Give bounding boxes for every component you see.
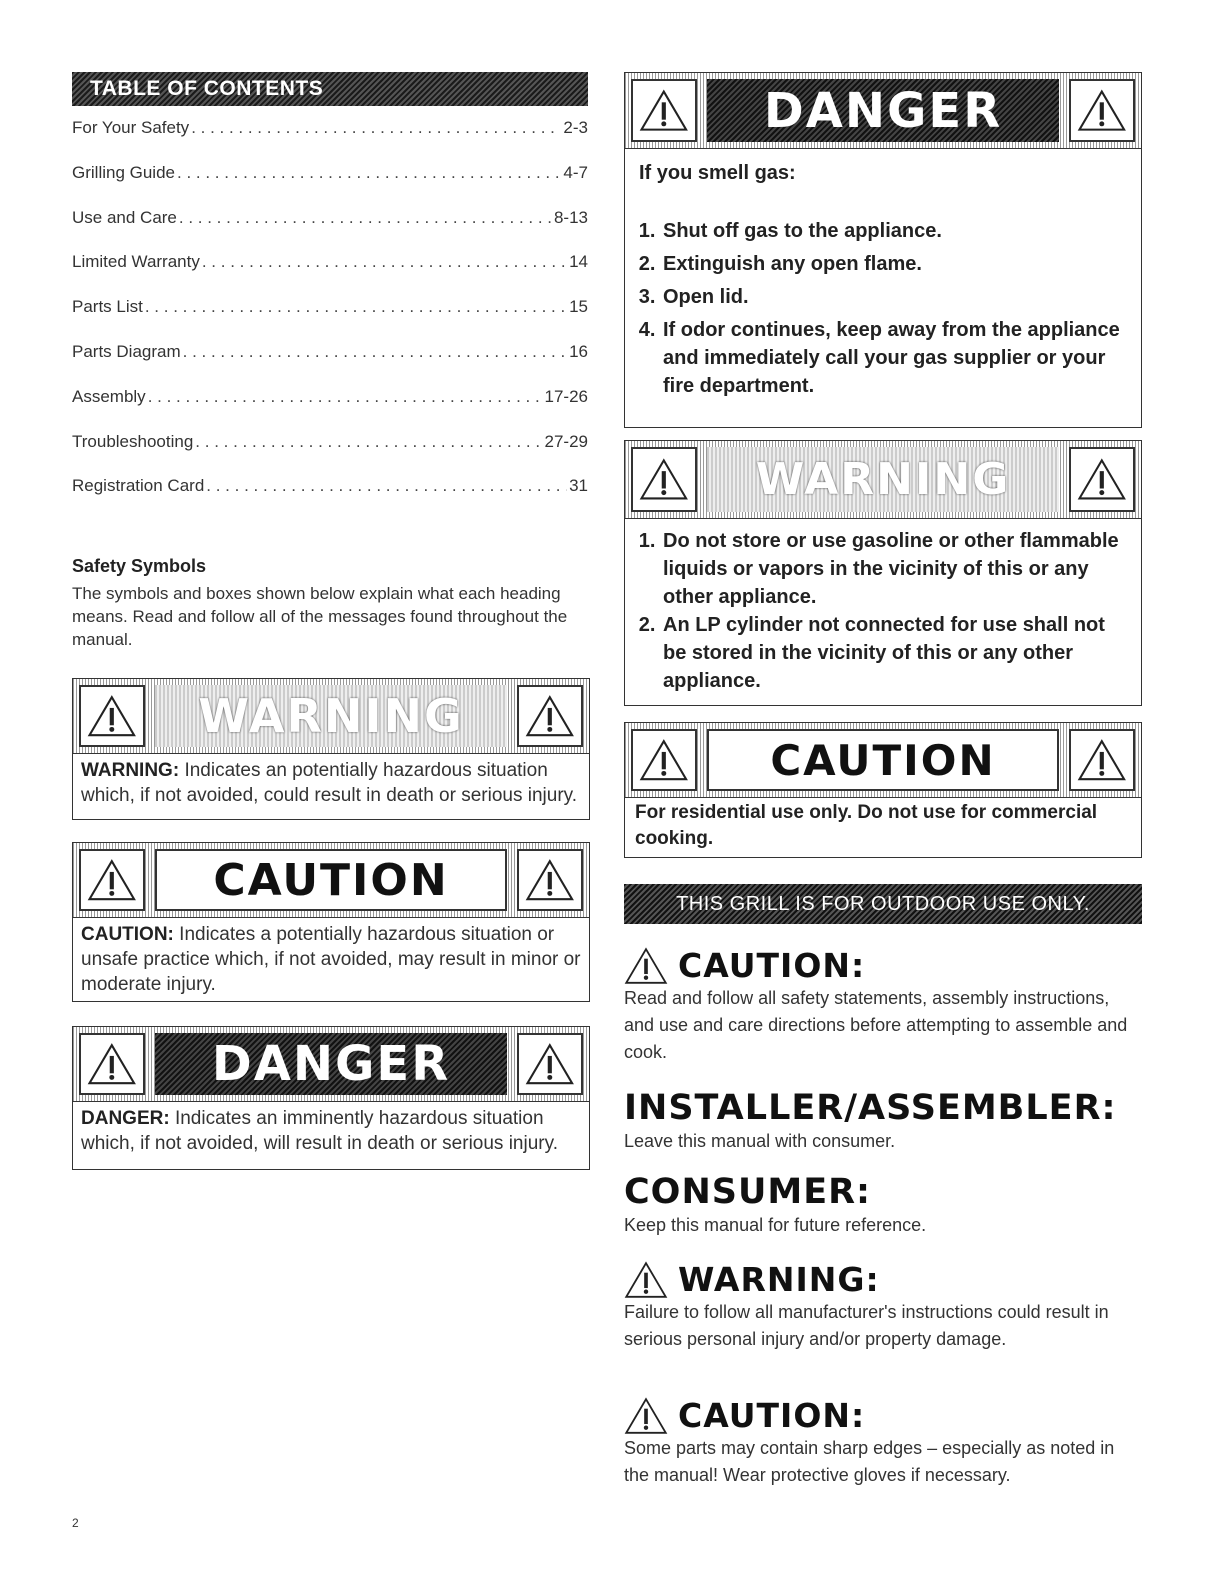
- gasoline-warning-step: 2. An LP cylinder not connected for use shall not be stored in the vicinity of this or any other appliance.: [661, 611, 1127, 695]
- notice-warning: [624, 1260, 1144, 1353]
- notice-text: Keep this manual for future reference.: [624, 1215, 927, 1235]
- gasoline-warning-box: [624, 440, 1142, 706]
- warning-triangle-icon: [624, 947, 668, 985]
- gasoline-warning-step: 1. Do not store or use gasoline or other flammable liquids or vapors in the vicinity of this or any other appliance.: [661, 527, 1127, 611]
- caution-label: CAUTION:: [81, 924, 174, 945]
- warning-word: WARNING: [198, 689, 464, 743]
- toc-item[interactable]: Troubleshooting . . . 27-29: [72, 432, 588, 477]
- warning-text: Indicates an potentially hazardous situation which, if not avoided, could result in death or serious injury.: [81, 760, 578, 806]
- warning-triangle-icon: [631, 447, 697, 512]
- warning-triangle-icon: [631, 729, 697, 791]
- toc-item[interactable]: Assembly . . . 17-26: [72, 387, 588, 432]
- warning-triangle-icon: [517, 1033, 583, 1095]
- page-number: 2: [72, 1516, 79, 1530]
- gas-danger-step: 2. Extinguish any open flame.: [661, 250, 1127, 278]
- notice-heading: INSTALLER/ASSEMBLER:: [624, 1088, 1117, 1128]
- warning-triangle-icon: [79, 685, 145, 747]
- warning-label: WARNING:: [81, 760, 180, 781]
- outdoor-use-banner: THIS GRILL IS FOR OUTDOOR USE ONLY.: [624, 884, 1142, 924]
- toc-item[interactable]: Grilling Guide . . . 4-7: [72, 163, 588, 208]
- caution-sign: [72, 842, 590, 1002]
- warning-triangle-icon: [517, 849, 583, 911]
- warning-triangle-icon: [1069, 79, 1135, 142]
- danger-label: DANGER:: [81, 1108, 170, 1129]
- notice-text: Read and follow all safety statements, assembly instructions, and use and care directions before attempting to assemble and cook.: [624, 988, 1128, 1062]
- warning-triangle-icon: [1069, 729, 1135, 791]
- residential-caution-word: CAUTION: [707, 729, 1059, 791]
- notice-heading: CAUTION:: [678, 1396, 866, 1435]
- warning-triangle-icon: [631, 79, 697, 142]
- warning-triangle-icon: [517, 685, 583, 747]
- danger-word: DANGER: [155, 1033, 507, 1095]
- gas-danger-step: 4. If odor continues, keep away from the appliance and immediately call your gas supplier or your fire department.: [661, 316, 1127, 400]
- notice-caution-edges: [624, 1396, 1144, 1489]
- toc-list: [72, 118, 588, 521]
- residential-caution-text: For residential use only. Do not use for commercial cooking.: [635, 802, 1098, 849]
- toc-item[interactable]: Use and Care . . . 8-13: [72, 208, 588, 253]
- gas-danger-step: 3. Open lid.: [661, 283, 1127, 311]
- warning-triangle-icon: [79, 1033, 145, 1095]
- warning-sign: [72, 678, 590, 820]
- notice-heading: WARNING:: [678, 1260, 880, 1299]
- caution-text: Indicates a potentially hazardous situation or unsafe practice which, if not avoided, may result in minor or moderate injury.: [81, 924, 581, 995]
- gas-danger-box: [624, 72, 1142, 428]
- gas-danger-step: 1. Shut off gas to the appliance.: [661, 217, 1127, 245]
- toc-item[interactable]: Limited Warranty . . . 14: [72, 252, 588, 297]
- danger-text: Indicates an imminently hazardous situation which, if not avoided, will result in death or serious injury.: [81, 1108, 558, 1154]
- toc-item[interactable]: Registration Card . . . 31: [72, 476, 588, 521]
- warning-triangle-icon: [1069, 447, 1135, 512]
- warning-triangle-icon: [79, 849, 145, 911]
- notice-installer: [624, 1088, 1144, 1155]
- notice-consumer: [624, 1172, 1144, 1239]
- notice-heading: CAUTION:: [678, 946, 866, 985]
- notice-text: Leave this manual with consumer.: [624, 1131, 896, 1151]
- notice-caution-assemble: [624, 946, 1144, 1066]
- danger-sign: [72, 1026, 590, 1170]
- gas-danger-word: DANGER: [707, 79, 1059, 142]
- notice-text: Failure to follow all manufacturer's instructions could result in serious personal injury and/or property damage.: [624, 1302, 1109, 1349]
- warning-triangle-icon: [624, 1261, 668, 1299]
- safety-symbols-title: Safety Symbols: [72, 556, 207, 576]
- notice-heading: CONSUMER:: [624, 1172, 872, 1212]
- gas-danger-intro: If you smell gas:: [639, 162, 796, 184]
- toc-title: TABLE OF CONTENTS: [72, 72, 588, 106]
- toc-item[interactable]: Parts List . . . 15: [72, 297, 588, 342]
- safety-symbols-text: The symbols and boxes shown below explain what each heading means. Read and follow all of the messages found throughout the manual.: [72, 584, 568, 649]
- warning-triangle-icon: [624, 1397, 668, 1435]
- caution-word: CAUTION: [155, 849, 507, 911]
- toc-item[interactable]: Parts Diagram . . . 16: [72, 342, 588, 387]
- notice-text: Some parts may contain sharp edges – especially as noted in the manual! Wear protective gloves if necessary.: [624, 1438, 1115, 1485]
- toc-item[interactable]: For Your Safety . . . 2-3: [72, 118, 588, 163]
- residential-caution-box: [624, 722, 1142, 858]
- gasoline-warning-word: WARNING: [755, 454, 1011, 505]
